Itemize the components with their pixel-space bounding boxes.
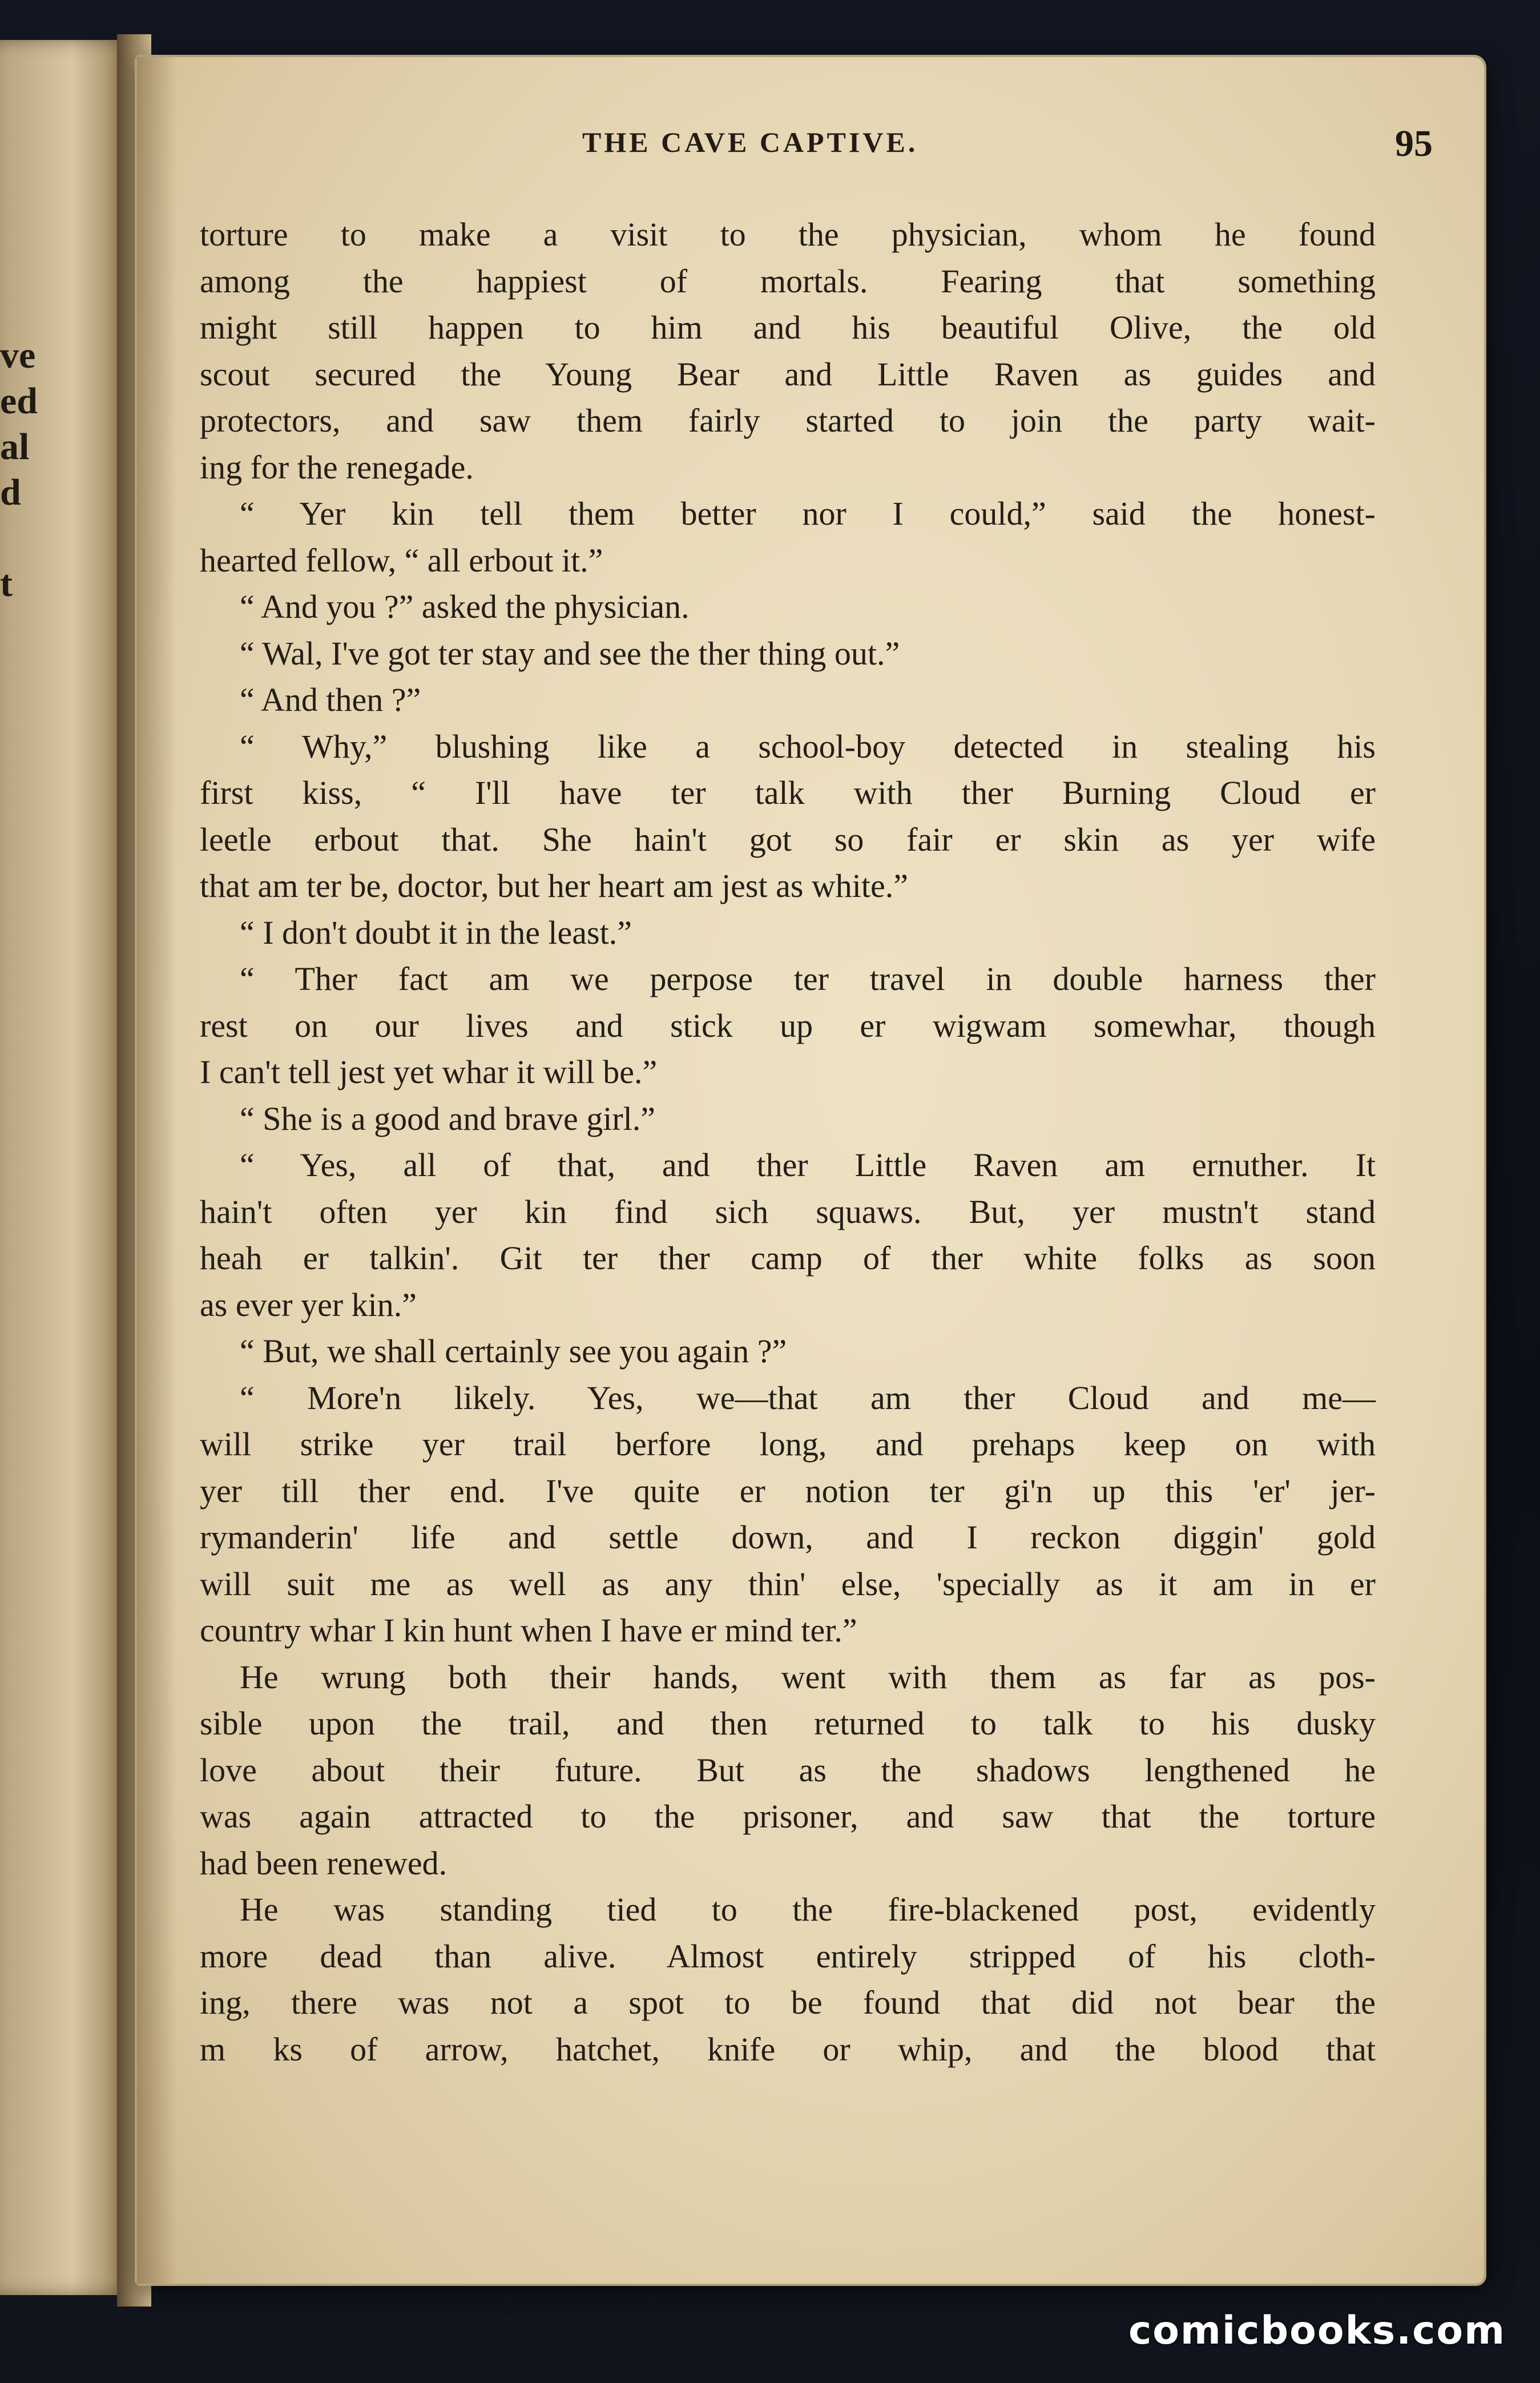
text-line: rest on our lives and stick up er wigwam somewhar, though xyxy=(200,1007,1376,1044)
text-line: He wrung both their hands, went with them as far as pos- xyxy=(240,1658,1376,1696)
text-line: might still happen to him and his beautiful Olive, the old xyxy=(200,309,1376,346)
text-line: that am ter be, doctor, but her heart am jest as white.” xyxy=(200,867,908,904)
text-line: m ks of arrow, hatchet, knife or whip, and the blood that xyxy=(200,2030,1376,2068)
text-line: “ Ther fact am we perpose ter travel in double harness ther xyxy=(240,960,1376,997)
left-page-fragment: al xyxy=(0,426,30,468)
text-line: sible upon the trail, and then returned to talk to his dusky xyxy=(200,1705,1376,1742)
text-line: yer till ther end. I've quite er notion ter gi'n up this 'er' jer- xyxy=(200,1472,1376,1509)
left-page-fragment: d xyxy=(0,472,21,513)
text-line: I can't tell jest yet whar it will be.” xyxy=(200,1053,658,1090)
text-line: “ She is a good and brave girl.” xyxy=(240,1100,656,1137)
text-line: more dead than alive. Almost entirely stripped of his cloth- xyxy=(200,1937,1376,1975)
text-line: ing for the renegade. xyxy=(200,448,474,486)
text-line: “ And then ?” xyxy=(240,681,421,718)
running-title: THE CAVE CAPTIVE. xyxy=(582,126,918,158)
text-line: scout secured the Young Bear and Little Raven as guides and xyxy=(200,355,1376,393)
text-line: will suit me as well as any thin' else, 'specially as it am in er xyxy=(200,1565,1376,1603)
text-line: torture to make a visit to the physician, whom he found xyxy=(200,216,1376,253)
text-line: hearted fellow, “ all erbout it.” xyxy=(200,541,603,579)
text-line: “ Yer kin tell them better nor I could,” said the honest- xyxy=(240,495,1376,532)
text-line: “ More'n likely. Yes, we—that am ther Cloud and me— xyxy=(240,1379,1376,1416)
running-head xyxy=(137,123,1484,171)
text-line: “ Yes, all of that, and ther Little Raven am ernuther. It xyxy=(240,1146,1376,1184)
left-facing-page xyxy=(0,40,131,2295)
text-line: among the happiest of mortals. Fearing that something xyxy=(200,262,1376,300)
text-line: hain't often yer kin find sich squaws. But, yer mustn't stand xyxy=(200,1193,1376,1230)
left-page-fragment: ve xyxy=(0,335,36,376)
text-line: will strike yer trail berfore long, and prehaps keep on with xyxy=(200,1426,1376,1463)
text-line: “ But, we shall certainly see you again ?” xyxy=(240,1333,787,1370)
text-line: first kiss, “ I'll have ter talk with ther Burning Cloud er xyxy=(200,774,1376,811)
page-number: 95 xyxy=(1395,123,1433,164)
text-line: rymanderin' life and settle down, and I reckon diggin' gold xyxy=(200,1519,1376,1556)
text-line: love about their future. But as the shadows lengthened he xyxy=(200,1751,1376,1789)
left-page-fragment: t xyxy=(0,563,13,605)
text-line: “ I don't doubt it in the least.” xyxy=(240,913,632,951)
left-page-fragment: ed xyxy=(0,380,38,422)
text-line: ing, there was not a spot to be found that did not bear the xyxy=(200,1984,1376,2021)
text-line: was again attracted to the prisoner, and saw that the torture xyxy=(200,1798,1376,1835)
text-line: “ Wal, I've got ter stay and see the ther thing out.” xyxy=(240,634,900,672)
text-line: had been renewed. xyxy=(200,1844,448,1882)
text-line: “ Why,” blushing like a school-boy detected in stealing his xyxy=(240,727,1376,765)
text-line: He was standing tied to the fire-blackened post, evidently xyxy=(240,1891,1376,1928)
text-line: protectors, and saw them fairly started to join the party wait- xyxy=(200,402,1376,439)
text-line: leetle erbout that. She hain't got so fair er skin as yer wife xyxy=(200,820,1376,858)
text-line: heah er talkin'. Git ter ther camp of ther white folks as soon xyxy=(200,1239,1376,1277)
book-page xyxy=(137,57,1484,2284)
text-line: as ever yer kin.” xyxy=(200,1286,417,1323)
body-text xyxy=(200,211,1376,2072)
text-line: “ And you ?” asked the physician. xyxy=(240,588,690,625)
text-line: country whar I kin hunt when I have er mind ter.” xyxy=(200,1612,857,1649)
watermark: comicbooks.com xyxy=(1128,2308,1506,2353)
